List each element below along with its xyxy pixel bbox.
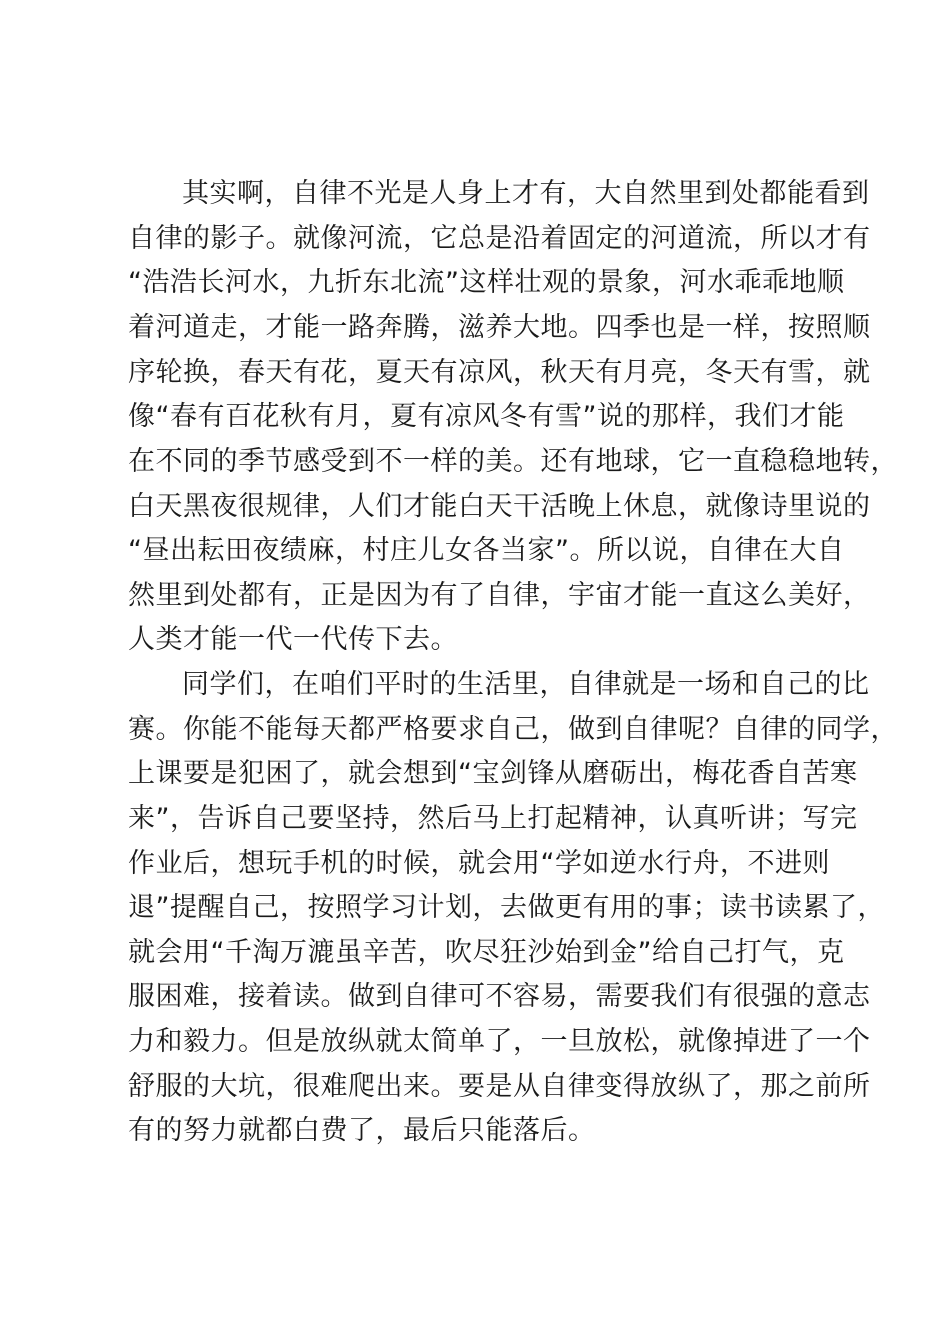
text-line: 其实啊，自律不光是人身上才有，大自然里到处都能看到: [182, 178, 870, 209]
text-line: 然里到处都有，正是因为有了自律，宇宙才能一直这么美好，: [128, 580, 871, 611]
text-line: 就会用“千淘万漉虽辛苦，吹尽狂沙始到金”给自己打气，克: [128, 937, 845, 968]
text-line: “昼出耘田夜绩麻，村庄儿女各当家”。所以说，自律在大自: [128, 535, 845, 566]
text-line: 人类才能一代一代传下去。: [128, 624, 458, 655]
text-line: 力和毅力。但是放纵就太简单了，一旦放松，就像掉进了一个: [128, 1026, 871, 1057]
text-line: “浩浩长河水，九折东北流”这样壮观的景象，河水乖乖地顺: [128, 267, 845, 298]
text-line: 作业后，想玩手机的时候，就会用“学如逆水行舟，不进则: [128, 848, 830, 879]
text-line: 退”提醒自己，按照学习计划，去做更有用的事；读书读累了，: [128, 892, 885, 923]
text-line: 白天黑夜很规律，人们才能白天干活晚上休息，就像诗里说的: [128, 491, 871, 522]
text-line: 有的努力就都白费了，最后只能落后。: [128, 1115, 596, 1146]
text-line: 服困难，接着读。做到自律可不容易，需要我们有很强的意志: [128, 981, 871, 1012]
text-line: 上课要是犯困了，就会想到“宝剑锋从磨砺出，梅花香自苦寒: [128, 758, 858, 789]
text-line: 舒服的大坑，很难爬出来。要是从自律变得放纵了，那之前所: [128, 1071, 871, 1102]
text-line: 来”，告诉自己要坚持，然后马上打起精神，认真听讲；写完: [128, 803, 858, 834]
text-line: 在不同的季节感受到不一样的美。还有地球，它一直稳稳地转，: [128, 446, 898, 477]
text-line: 自律的影子。就像河流，它总是沿着固定的河道流，所以才有: [128, 223, 871, 254]
text-line: 赛。你能不能每天都严格要求自己，做到自律呢？自律的同学，: [128, 714, 898, 745]
text-line: 同学们，在咱们平时的生活里，自律就是一场和自己的比: [182, 669, 870, 700]
text-line: 像“春有百花秋有月，夏有凉风冬有雪”说的那样，我们才能: [128, 401, 845, 432]
text-line: 序轮换，春天有花，夏天有凉风，秋天有月亮，冬天有雪，就: [128, 357, 871, 388]
text-line: 着河道走，才能一路奔腾，滋养大地。四季也是一样，按照顺: [128, 312, 871, 343]
